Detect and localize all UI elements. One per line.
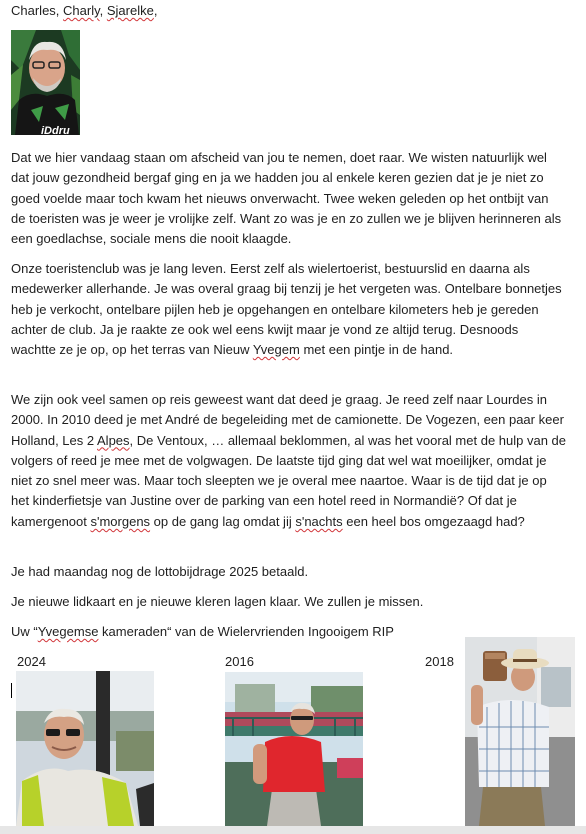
photo-2024 <box>16 671 154 826</box>
bottom-scroll-bar <box>0 826 586 834</box>
greeting-separator: , <box>99 3 107 18</box>
greeting <box>11 2 157 19</box>
photo-2016 <box>225 672 363 826</box>
paragraph-2-end: met een pintje in de hand. <box>299 342 454 358</box>
paragraph-3-end: een heel bos omgezaagd had? <box>342 513 525 529</box>
greeting-prefix: Charles, <box>11 3 64 18</box>
paragraph-3-middle: , De Ventoux, … allemaal beklommen, al was het vooral met de hulp van de volgers of reed je mee met de volgwagen. De laatste tijd ging dat wel wat moeilijker, omdat je niet zo snel meer was. Maar toch sleepten we je overal mee naartoe. Waar is de tijd dat je op het kinderfietsje van Justine over de parking van een hotel reed in Normandië? Of dat je kamergenoot <box>11 432 567 529</box>
paragraph-6-open: Uw “ <box>11 624 38 639</box>
text-cursor <box>11 683 12 698</box>
word-smorgens: s'morgens <box>90 513 151 529</box>
photo-caption-2018: 2018 <box>425 654 454 669</box>
paragraph-3-middle-2: op de gang lag omdat jij <box>150 513 296 529</box>
word-yvegemse: Yvegemse <box>37 624 99 639</box>
paragraph-4: Je had maandag nog de lottobijdrage 2025 betaald. <box>11 564 309 579</box>
photo-caption-2016: 2016 <box>225 654 254 669</box>
portrait-photo <box>11 30 80 135</box>
paragraph-3-text: We zijn ook veel samen op reis geweest want dat deed je graag. Je reed zelf naar Lourdes in 2000. In 2010 deed je met André de begeleiding met de camionette. De Vogezen, een paar keer Holland, Les 2 <box>11 392 564 448</box>
paragraph-5: Je nieuwe lidkaart en je nieuwe kleren lagen klaar. We zullen je missen. <box>11 594 424 609</box>
paragraph-6-end: kameraden“ van de Wielervrienden Ingooigem RIP <box>98 624 394 639</box>
paragraph-1: Dat we hier vandaag staan om afscheid van jou te nemen, doet raar. We wisten natuurlijk wel dat jouw gezondheid bergaf ging en ja we hadden jou al enkele keren gezien dat je je niet zo goed voelde maar toch kwam het nieuws onverwacht. Twee weken geleden op het ontbijt van de toeristen was je weer je vrolijke zelf. Want zo was je en zo zullen we je blijven herinneren als een goedlachse, sociale mens die nooit klaagde. <box>11 150 562 247</box>
paragraph-2-text: Onze toeristenclub was je lang leven. Eerst zelf als wielertoerist, bestuurslid en daarna als medewerker allerhande. Je was overal graag bij tenzij je het vergeten was. Ontelbare bonnetjes heb je verkocht, ontelbare pijlen heb je opgehangen en ontelbare kilometers heb je gereden achter de club. Ja je raakte ze ook wel eens kwijt maar je vond ze altijd terug. Desnoods wachtte ze je op, op het terras van Nieuw <box>11 261 562 358</box>
photo-2018 <box>465 637 575 826</box>
photo-caption-2024: 2024 <box>17 654 46 669</box>
paragraph-3 <box>11 390 566 532</box>
jersey-text: iDdru <box>41 125 70 135</box>
greeting-suffix: , <box>153 3 158 18</box>
greeting-name-sjarelke: Sjarelke <box>106 3 154 18</box>
word-alpes: Alpes <box>97 432 130 448</box>
paragraph-2 <box>11 259 566 360</box>
word-snachts: s'nachts <box>295 513 343 529</box>
greeting-name-charly: Charly <box>63 3 100 18</box>
word-yvegem: Yvegem <box>252 342 300 358</box>
